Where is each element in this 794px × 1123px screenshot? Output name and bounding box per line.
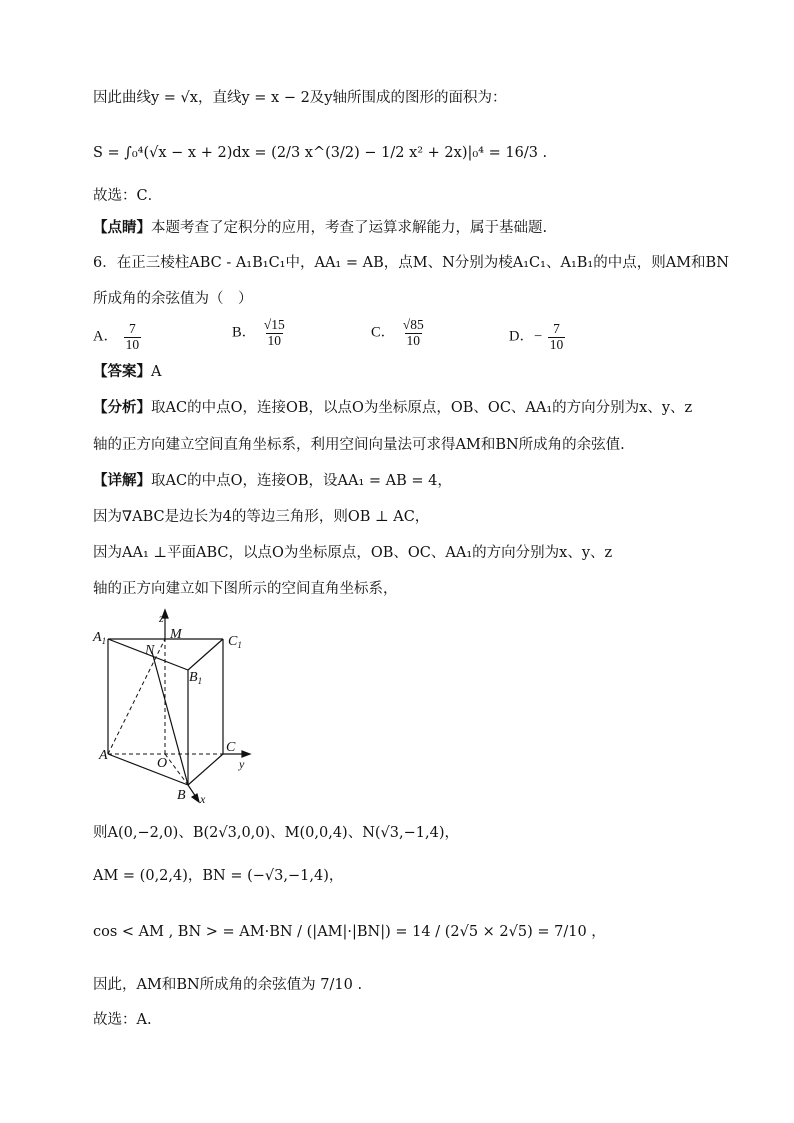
label-a1: $A_1$ <box>93 630 107 646</box>
vectors-line <box>93 866 343 886</box>
option-d-den: 10 <box>549 336 564 352</box>
option-d-num: 7 <box>553 321 560 336</box>
cos-line <box>93 912 606 952</box>
detail-line2 <box>93 507 429 527</box>
option-b-den: 10 <box>267 332 281 348</box>
x-arrow-icon <box>192 794 199 802</box>
final-choice-line <box>93 1010 152 1030</box>
option-c-fraction <box>401 318 426 349</box>
conclusion-text: 因此，AM和BN所成角的余弦值为 7/10 . <box>93 977 363 993</box>
area-intro-text: 因此曲线y = √x，直线y = x − 2及y轴所围成的图形的面积为： <box>93 90 507 106</box>
analysis-tag: 【分析】 <box>93 399 151 416</box>
analysis-text1: 取AC的中点O，连接OB，以点O为坐标原点，OB、OC、AA₁的方向分别为x、y、z <box>151 400 693 416</box>
option-d <box>509 322 567 353</box>
integral-text: S = ∫₀⁴(√x − x + 2)dx = (2/3 x^(3/2) − 1/2 x² + 2x)|₀⁴ = 16/3 . <box>93 145 548 161</box>
option-a-den: 10 <box>125 336 140 352</box>
option-a <box>93 322 143 353</box>
prev-choice-line <box>93 186 162 206</box>
coords-line <box>93 823 459 843</box>
edge-b1c1 <box>188 639 223 670</box>
detail-text4: 轴的正方向建立如下图所示的空间直角坐标系， <box>93 581 398 597</box>
area-intro-line <box>93 88 507 108</box>
label-c: C <box>226 740 236 755</box>
option-d-fraction <box>548 322 566 353</box>
comment-line <box>93 218 547 238</box>
option-c-label: C． <box>371 324 396 341</box>
detail-text3: 因为AA₁ ⊥平面ABC，以点O为坐标原点，OB、OC、AA₁的方向分别为x、y、z <box>93 545 613 561</box>
analysis-line1 <box>93 398 692 418</box>
answer-value: A <box>151 364 162 380</box>
detail-line1 <box>93 471 452 491</box>
option-a-label: A． <box>93 328 118 345</box>
q6-stem-text2: 所成角的余弦值为（ ） <box>93 291 253 307</box>
label-b1: $B_1$ <box>189 670 203 686</box>
comment-tag: 【点睛】 <box>93 219 151 236</box>
option-b <box>232 318 289 349</box>
analysis-line2 <box>93 435 625 455</box>
prism-figure <box>88 608 268 813</box>
option-a-num: 7 <box>128 321 136 336</box>
option-c-num: √85 <box>402 317 424 332</box>
detail-line4 <box>93 579 398 599</box>
label-x: x <box>200 792 206 806</box>
option-c-den: 10 <box>406 332 420 348</box>
integral-formula <box>93 133 547 173</box>
cos-text: cos < AM , BN > = AM·BN / (|AM|·|BN|) = 14 / (2√5 × 2√5) = 7/10 ， <box>93 924 606 940</box>
prev-choice: 故选：C． <box>93 188 163 204</box>
option-d-neg: − <box>533 328 543 345</box>
label-y: y <box>239 757 245 771</box>
q6-stem-line1 <box>93 253 729 273</box>
label-b: B <box>177 788 186 803</box>
label-a: A <box>99 748 108 763</box>
option-b-fraction <box>262 318 287 349</box>
q6-stem-line2 <box>93 289 253 309</box>
option-a-fraction <box>124 322 142 353</box>
detail-text2: 因为∇ABC是边长为4的等边三角形，则OB ⊥ AC， <box>93 509 430 525</box>
label-z: z <box>159 611 164 625</box>
answer-tag: 【答案】 <box>93 363 151 380</box>
label-c1: $C_1$ <box>228 634 242 650</box>
q6-stem-text1: 6．在正三棱柱ABC - A₁B₁C₁中，AA₁ = AB，点M、N分别为棱A₁C₁、A₁B₁的中点，则AM和BN <box>93 255 729 271</box>
vectors-text: AM = (0,2,4)，BN = (−√3,−1,4)， <box>93 868 344 884</box>
edge-ab <box>108 754 188 785</box>
segment-am-hidden <box>108 639 165 754</box>
label-o: O <box>157 756 168 771</box>
conclusion-line <box>93 968 362 1002</box>
label-m: M <box>170 627 182 642</box>
detail-tag: 【详解】 <box>93 472 151 489</box>
option-d-label: D． <box>509 328 534 345</box>
analysis-text2: 轴的正方向建立空间直角坐标系，利用空间向量法可求得AM和BN所成角的余弦值. <box>93 437 625 453</box>
comment-text: 本题考查了定积分的应用，考查了运算求解能力，属于基础题. <box>151 220 548 236</box>
final-choice: 故选：A. <box>93 1012 152 1028</box>
option-b-label: B． <box>232 324 257 341</box>
coords-text: 则A(0,−2,0)、B(2√3,0,0)、M(0,0,4)、N(√3,−1,4)， <box>93 825 459 841</box>
option-c <box>371 318 428 349</box>
detail-text1: 取AC的中点O，连接OB，设AA₁ = AB = 4， <box>151 473 452 489</box>
option-b-num: √15 <box>263 317 285 332</box>
detail-line3 <box>93 543 612 563</box>
label-n: N <box>145 643 155 658</box>
edge-bc <box>188 754 223 785</box>
answer-line <box>93 362 161 382</box>
